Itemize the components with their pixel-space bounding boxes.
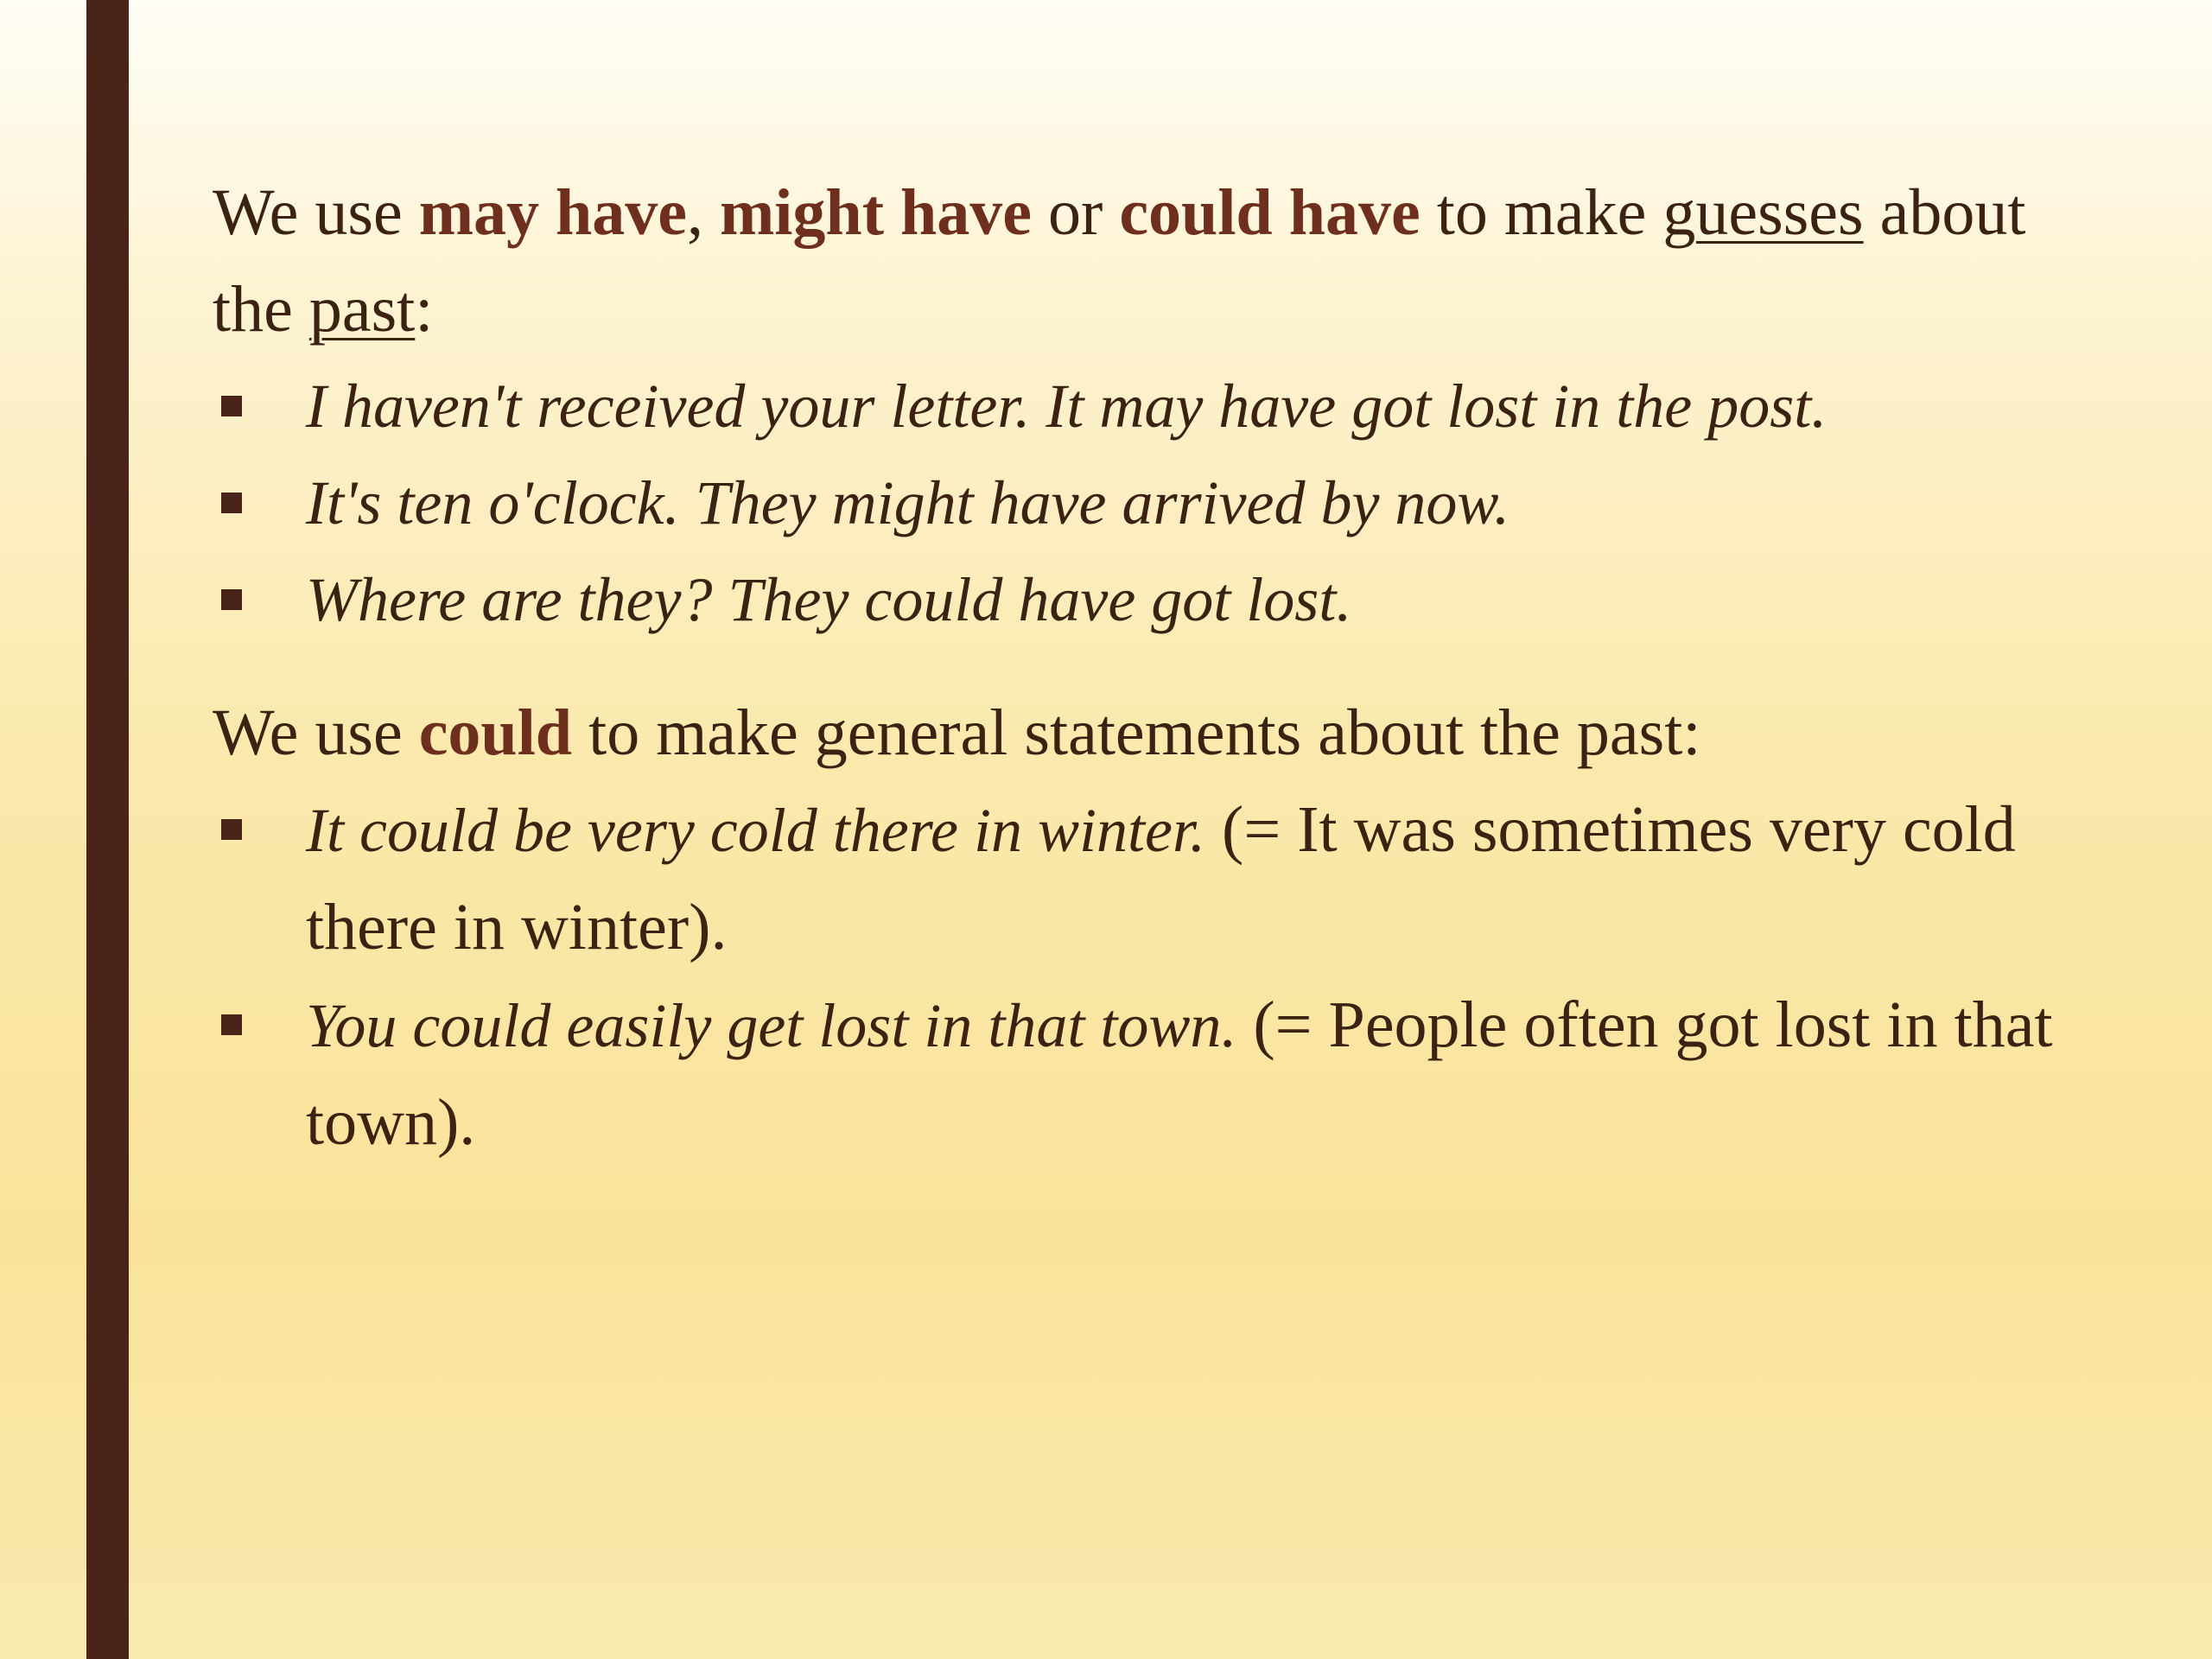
intro1-text: We use — [213, 176, 419, 249]
example-sentence: It could be very cold there in winter. — [306, 796, 1206, 865]
square-bullet-icon — [221, 493, 242, 513]
intro1-text: about the — [213, 176, 2026, 346]
list-item — [213, 551, 2070, 648]
keyword-may-have: may have — [418, 176, 687, 249]
square-bullet-icon — [221, 1014, 242, 1035]
keyword-could: could — [418, 696, 573, 769]
intro1-text: to make — [1420, 176, 1663, 249]
intro2-text: to make general statements about the past: — [572, 696, 1701, 769]
examples-list-guesses — [213, 358, 2070, 648]
intro-paragraph-general — [213, 684, 2070, 781]
underlined-guesses: guesses — [1662, 176, 1864, 249]
intro2-text: We use — [213, 696, 419, 769]
intro-paragraph-guesses — [213, 164, 2070, 358]
list-item — [213, 358, 2070, 454]
keyword-could-have: could have — [1119, 176, 1421, 249]
keyword-might-have: might have — [720, 176, 1032, 249]
intro1-text: : — [415, 273, 434, 346]
square-bullet-icon — [221, 819, 242, 840]
list-item — [213, 781, 2070, 976]
intro1-text: , — [687, 176, 720, 249]
slide-accent-bar — [86, 0, 129, 1659]
square-bullet-icon — [221, 396, 242, 416]
example-sentence: Where are they? They could have got lost. — [306, 565, 1352, 634]
examples-list-general — [213, 781, 2070, 1172]
example-explanation: (= It was sometimes very cold there in winter). — [306, 793, 2016, 963]
intro1-text: or — [1032, 176, 1120, 249]
slide-content — [213, 164, 2070, 1172]
underlined-past: past — [308, 273, 416, 346]
list-item — [213, 976, 2070, 1172]
list-item — [213, 454, 2070, 551]
square-bullet-icon — [221, 589, 242, 610]
example-sentence: It's ten o'clock. They might have arrived by now. — [306, 468, 1510, 537]
example-explanation: (= People often got lost in that town). — [306, 988, 2053, 1159]
example-sentence: I haven't received your letter. It may have got lost in the post. — [306, 372, 1827, 441]
example-sentence: You could easily get lost in that town. — [306, 991, 1237, 1060]
